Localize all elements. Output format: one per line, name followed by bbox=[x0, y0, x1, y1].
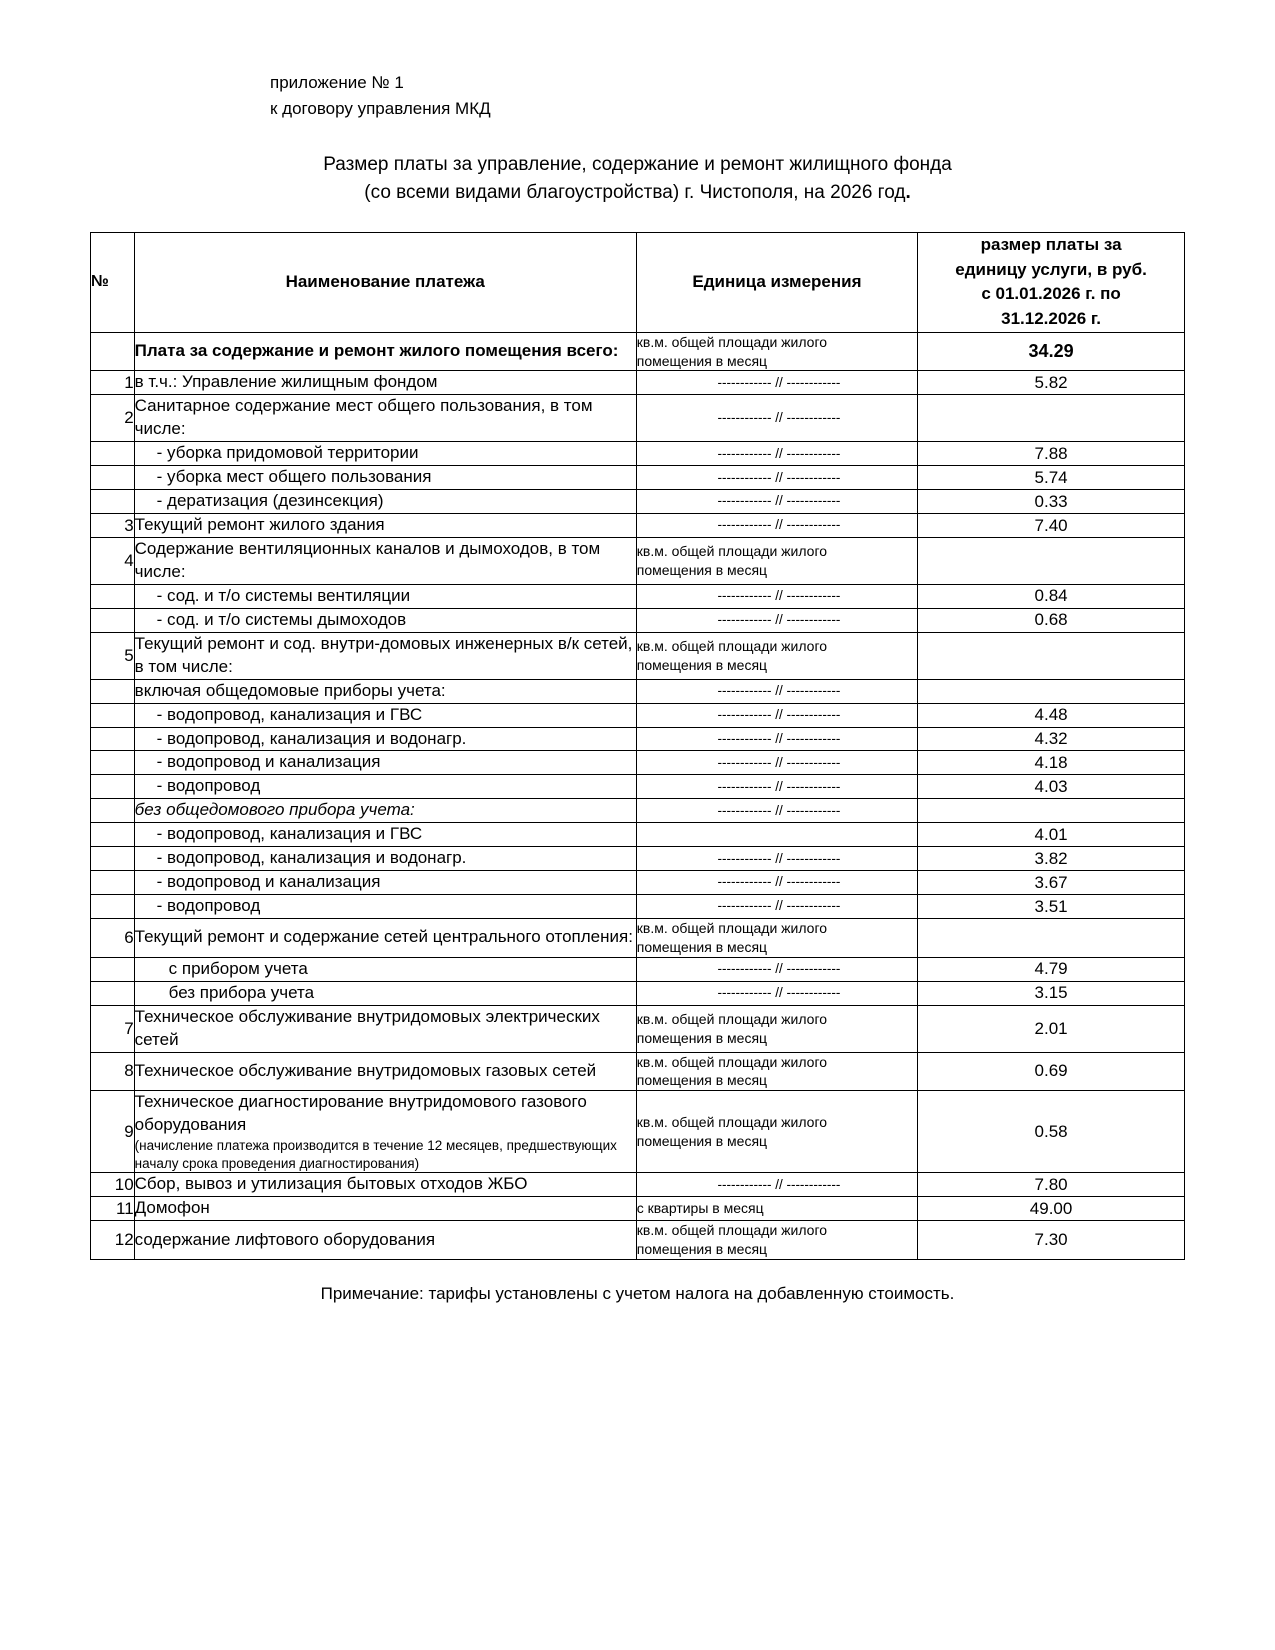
payment-name-text: Текущий ремонт и сод. внутри-домовых инженерных в/к сетей, в том числе: bbox=[134, 633, 633, 676]
payment-name-text: без прибора учета bbox=[168, 982, 315, 1002]
table-row bbox=[91, 981, 1185, 1005]
payment-name-text: - водопровод и канализация bbox=[156, 752, 381, 772]
unit-line-1: кв.м. общей площади жилого bbox=[636, 333, 828, 350]
table-row bbox=[91, 1221, 1185, 1260]
table-row bbox=[91, 490, 1185, 514]
payment-name-text: - водопровод и канализация bbox=[156, 872, 381, 892]
unit-cell: ------------ // ------------ bbox=[636, 395, 917, 442]
row-number bbox=[91, 775, 135, 799]
title-line-2 bbox=[90, 179, 1185, 207]
unit-line-1: кв.м. общей площади жилого bbox=[636, 1053, 828, 1070]
unit-line-2: помещения в месяц bbox=[636, 561, 768, 578]
table-row bbox=[91, 871, 1185, 895]
payment-name bbox=[134, 981, 636, 1005]
table-row bbox=[91, 919, 1185, 958]
table-row bbox=[91, 395, 1185, 442]
payment-name-text: Содержание вентиляционных каналов и дымоходов, в том числе: bbox=[134, 539, 601, 581]
document-title bbox=[90, 151, 1185, 206]
payment-name-text: Домофон bbox=[134, 1198, 210, 1218]
payment-name-text: Текущий ремонт жилого здания bbox=[134, 515, 385, 535]
table-row bbox=[91, 538, 1185, 585]
price-value: 0.68 bbox=[918, 608, 1185, 632]
unit-cell: ------------ // ------------ bbox=[636, 799, 917, 823]
payment-name bbox=[134, 1197, 636, 1221]
table-row bbox=[91, 371, 1185, 395]
payment-name-text: Санитарное содержание мест общего пользования, в том числе: bbox=[134, 396, 593, 439]
unit-cell: ------------ // ------------ bbox=[636, 371, 917, 395]
price-value: 0.58 bbox=[918, 1091, 1185, 1173]
payment-name-text: без общедомового прибора учета: bbox=[134, 800, 415, 820]
unit-line-1: кв.м. общей площади жилого bbox=[636, 1113, 828, 1130]
table-row bbox=[91, 799, 1185, 823]
payment-name bbox=[134, 371, 636, 395]
row-number bbox=[91, 847, 135, 871]
row-number bbox=[91, 608, 135, 632]
unit-line-2: помещения в месяц bbox=[636, 1072, 768, 1089]
row-number bbox=[91, 799, 135, 823]
payment-name bbox=[134, 490, 636, 514]
unit-cell: ------------ // ------------ bbox=[636, 466, 917, 490]
payment-name-text: - водопровод, канализация и ГВС bbox=[156, 704, 423, 724]
price-value: 4.18 bbox=[918, 751, 1185, 775]
unit-cell bbox=[636, 1221, 917, 1260]
table-row bbox=[91, 1005, 1185, 1052]
payment-name bbox=[134, 608, 636, 632]
row-number: 11 bbox=[91, 1197, 135, 1221]
tariff-table bbox=[90, 232, 1185, 1260]
price-value: 7.40 bbox=[918, 514, 1185, 538]
price-value: 4.79 bbox=[918, 957, 1185, 981]
row-number bbox=[91, 442, 135, 466]
payment-name-text: - дератизация (дезинсекция) bbox=[156, 491, 384, 511]
payment-name-text: - сод. и т/о системы вентиляции bbox=[156, 585, 411, 605]
price-value bbox=[918, 538, 1185, 585]
payment-name bbox=[134, 871, 636, 895]
row-number: 7 bbox=[91, 1005, 135, 1052]
unit-cell: ------------ // ------------ bbox=[636, 490, 917, 514]
unit-cell bbox=[636, 1005, 917, 1052]
col-header-price-line3: с 01.01.2026 г. по bbox=[981, 284, 1121, 304]
row-number: 12 bbox=[91, 1221, 135, 1260]
payment-name-text: в т.ч.: Управление жилищным фондом bbox=[134, 372, 438, 392]
footer-note: Примечание: тарифы установлены с учетом налога на добавленную стоимость. bbox=[320, 1283, 955, 1303]
price-value: 3.51 bbox=[918, 895, 1185, 919]
row-number bbox=[91, 679, 135, 703]
price-value: 0.84 bbox=[918, 584, 1185, 608]
price-value: 7.80 bbox=[918, 1173, 1185, 1197]
table-row bbox=[91, 1052, 1185, 1091]
table-row bbox=[91, 703, 1185, 727]
payment-name bbox=[134, 895, 636, 919]
unit-cell: ------------ // ------------ bbox=[636, 442, 917, 466]
title-line-1: Размер платы за управление, содержание и ремонт жилищного фонда bbox=[323, 154, 952, 175]
payment-name-text: включая общедомовые приборы учета: bbox=[134, 680, 446, 700]
payment-name bbox=[134, 1173, 636, 1197]
price-value: 7.88 bbox=[918, 442, 1185, 466]
title-line-2-text: (со всеми видами благоустройства) г. Чистополя, на 2026 год bbox=[364, 181, 906, 203]
payment-name bbox=[134, 442, 636, 466]
payment-name bbox=[134, 727, 636, 751]
row-number bbox=[91, 957, 135, 981]
unit-cell: ------------ // ------------ bbox=[636, 608, 917, 632]
price-value bbox=[918, 632, 1185, 679]
row-number: 9 bbox=[91, 1091, 135, 1173]
table-row bbox=[91, 466, 1185, 490]
unit-line-2: помещения в месяц bbox=[636, 656, 768, 673]
row-number: 3 bbox=[91, 514, 135, 538]
price-value: 3.67 bbox=[918, 871, 1185, 895]
row-number: 6 bbox=[91, 919, 135, 958]
unit-line-1: кв.м. общей площади жилого bbox=[636, 1222, 828, 1239]
price-value: 3.15 bbox=[918, 981, 1185, 1005]
payment-name bbox=[134, 823, 636, 847]
unit-cell bbox=[636, 538, 917, 585]
unit-cell bbox=[636, 632, 917, 679]
price-value: 4.01 bbox=[918, 823, 1185, 847]
col-header-price-line4: 31.12.2026 г. bbox=[1001, 309, 1102, 329]
price-value: 34.29 bbox=[918, 332, 1185, 371]
unit-cell: ------------ // ------------ bbox=[636, 584, 917, 608]
table-row bbox=[91, 1173, 1185, 1197]
row-number: 10 bbox=[91, 1173, 135, 1197]
price-value: 5.82 bbox=[918, 371, 1185, 395]
row-number: 1 bbox=[91, 371, 135, 395]
payment-name-text: - водопровод bbox=[156, 776, 261, 796]
row-number bbox=[91, 332, 135, 371]
price-value: 49.00 bbox=[918, 1197, 1185, 1221]
unit-line-1: кв.м. общей площади жилого bbox=[636, 637, 828, 654]
price-value: 4.03 bbox=[918, 775, 1185, 799]
unit-cell: ------------ // ------------ bbox=[636, 957, 917, 981]
col-header-unit: Единица измерения bbox=[636, 233, 917, 333]
row-number bbox=[91, 981, 135, 1005]
unit-cell: ------------ // ------------ bbox=[636, 679, 917, 703]
payment-name bbox=[134, 847, 636, 871]
unit-cell bbox=[636, 332, 917, 371]
table-row bbox=[91, 895, 1185, 919]
row-number bbox=[91, 895, 135, 919]
payment-name bbox=[134, 538, 636, 585]
unit-line-1: кв.м. общей площади жилого bbox=[636, 543, 828, 560]
payment-name bbox=[134, 395, 636, 442]
unit-cell: ------------ // ------------ bbox=[636, 703, 917, 727]
payment-name-text: с прибором учета bbox=[168, 958, 308, 978]
row-number bbox=[91, 490, 135, 514]
payment-name bbox=[134, 957, 636, 981]
table-row bbox=[91, 823, 1185, 847]
payment-name bbox=[134, 514, 636, 538]
payment-name-text: Плата за содержание и ремонт жилого помещения всего: bbox=[134, 341, 619, 361]
payment-name-text: - водопровод, канализация и ГВС bbox=[156, 824, 423, 844]
payment-name-text: - сод. и т/о системы дымоходов bbox=[156, 609, 407, 629]
payment-name-text: - уборка мест общего пользования bbox=[156, 467, 432, 487]
payment-name bbox=[134, 703, 636, 727]
unit-cell: ------------ // ------------ bbox=[636, 871, 917, 895]
table-row bbox=[91, 847, 1185, 871]
unit-line-2: помещения в месяц bbox=[636, 1132, 768, 1149]
payment-name bbox=[134, 919, 636, 958]
payment-name-text: Текущий ремонт и содержание сетей центрального отопления: bbox=[134, 927, 633, 947]
row-number bbox=[91, 584, 135, 608]
row-number: 4 bbox=[91, 538, 135, 585]
payment-name-text: Техническое диагностирование внутридомового газового оборудования bbox=[134, 1092, 587, 1135]
unit-cell: ------------ // ------------ bbox=[636, 895, 917, 919]
payment-name-text: Техническое обслуживание внутридомовых газовых сетей bbox=[134, 1060, 597, 1080]
unit-cell: ------------ // ------------ bbox=[636, 751, 917, 775]
table-body bbox=[91, 332, 1185, 1259]
row-number: 5 bbox=[91, 632, 135, 679]
table-row bbox=[91, 1091, 1185, 1173]
price-value bbox=[918, 799, 1185, 823]
table-row bbox=[91, 679, 1185, 703]
table-header bbox=[91, 233, 1185, 333]
payment-name bbox=[134, 332, 636, 371]
table-row bbox=[91, 775, 1185, 799]
unit-cell: ------------ // ------------ bbox=[636, 1173, 917, 1197]
appendix-number: приложение № 1 bbox=[270, 73, 404, 92]
table-row bbox=[91, 514, 1185, 538]
table-row bbox=[91, 1197, 1185, 1221]
unit-cell: ------------ // ------------ bbox=[636, 727, 917, 751]
unit-cell bbox=[636, 919, 917, 958]
col-header-price bbox=[918, 233, 1185, 333]
unit-line-2: помещения в месяц bbox=[636, 352, 768, 369]
payment-name-text: содержание лифтового оборудования bbox=[134, 1229, 436, 1249]
price-value: 0.69 bbox=[918, 1052, 1185, 1091]
price-value: 3.82 bbox=[918, 847, 1185, 871]
payment-name-text: - уборка придомовой территории bbox=[156, 443, 419, 463]
payment-name-text: - водопровод bbox=[156, 896, 261, 916]
payment-name bbox=[134, 584, 636, 608]
price-value: 7.30 bbox=[918, 1221, 1185, 1260]
payment-name-text: Сбор, вывоз и утилизация бытовых отходов ЖБО bbox=[134, 1174, 528, 1194]
unit-cell bbox=[636, 823, 917, 847]
row-number bbox=[91, 466, 135, 490]
payment-name bbox=[134, 775, 636, 799]
unit-cell bbox=[636, 1052, 917, 1091]
unit-cell: ------------ // ------------ bbox=[636, 847, 917, 871]
price-value: 5.74 bbox=[918, 466, 1185, 490]
payment-name-note: (начисление платежа производится в течение 12 месяцев, предшествующих началу срока проведения диагностирования) bbox=[134, 1138, 617, 1171]
unit-cell: ------------ // ------------ bbox=[636, 981, 917, 1005]
payment-name bbox=[134, 679, 636, 703]
table-row bbox=[91, 632, 1185, 679]
payment-name-text: - водопровод, канализация и водонагр. bbox=[156, 728, 467, 748]
title-line-2-bold: . bbox=[905, 181, 911, 203]
price-value bbox=[918, 395, 1185, 442]
unit-cell: с квартиры в месяц bbox=[636, 1197, 917, 1221]
row-number: 8 bbox=[91, 1052, 135, 1091]
payment-name bbox=[134, 632, 636, 679]
unit-cell: ------------ // ------------ bbox=[636, 775, 917, 799]
document-header bbox=[90, 70, 1185, 121]
price-value bbox=[918, 679, 1185, 703]
table-row bbox=[91, 957, 1185, 981]
row-number bbox=[91, 823, 135, 847]
unit-cell bbox=[636, 1091, 917, 1173]
price-value: 4.32 bbox=[918, 727, 1185, 751]
table-row bbox=[91, 442, 1185, 466]
unit-cell: ------------ // ------------ bbox=[636, 514, 917, 538]
price-value: 0.33 bbox=[918, 490, 1185, 514]
payment-name bbox=[134, 1052, 636, 1091]
unit-line-1: кв.м. общей площади жилого bbox=[636, 920, 828, 936]
table-row bbox=[91, 751, 1185, 775]
col-header-number: № bbox=[91, 233, 135, 333]
payment-name-text: Техническое обслуживание внутридомовых электрических сетей bbox=[134, 1006, 600, 1049]
contract-reference: к договору управления МКД bbox=[270, 98, 491, 118]
unit-line-2: помещения в месяц bbox=[636, 1241, 768, 1258]
row-number bbox=[91, 751, 135, 775]
unit-line-1: кв.м. общей площади жилого bbox=[636, 1010, 828, 1027]
payment-name bbox=[134, 466, 636, 490]
payment-name bbox=[134, 1221, 636, 1260]
price-value: 4.48 bbox=[918, 703, 1185, 727]
col-header-price-line2: единицу услуги, в руб. bbox=[955, 259, 1147, 279]
table-row bbox=[91, 332, 1185, 371]
row-number bbox=[91, 703, 135, 727]
table-row bbox=[91, 727, 1185, 751]
table-row bbox=[91, 608, 1185, 632]
table-row bbox=[91, 584, 1185, 608]
payment-name-text: - водопровод, канализация и водонагр. bbox=[156, 848, 467, 868]
payment-name bbox=[134, 1005, 636, 1052]
payment-name bbox=[134, 1091, 636, 1173]
price-value bbox=[918, 919, 1185, 958]
row-number bbox=[91, 871, 135, 895]
col-header-price-line1: размер платы за bbox=[980, 235, 1122, 255]
table-header-row bbox=[91, 233, 1185, 333]
payment-name bbox=[134, 751, 636, 775]
unit-line-2: помещения в месяц bbox=[636, 938, 768, 955]
col-header-name: Наименование платежа bbox=[134, 233, 636, 333]
price-value: 2.01 bbox=[918, 1005, 1185, 1052]
unit-line-2: помещения в месяц bbox=[636, 1029, 768, 1046]
payment-name bbox=[134, 799, 636, 823]
row-number: 2 bbox=[91, 395, 135, 442]
row-number bbox=[91, 727, 135, 751]
